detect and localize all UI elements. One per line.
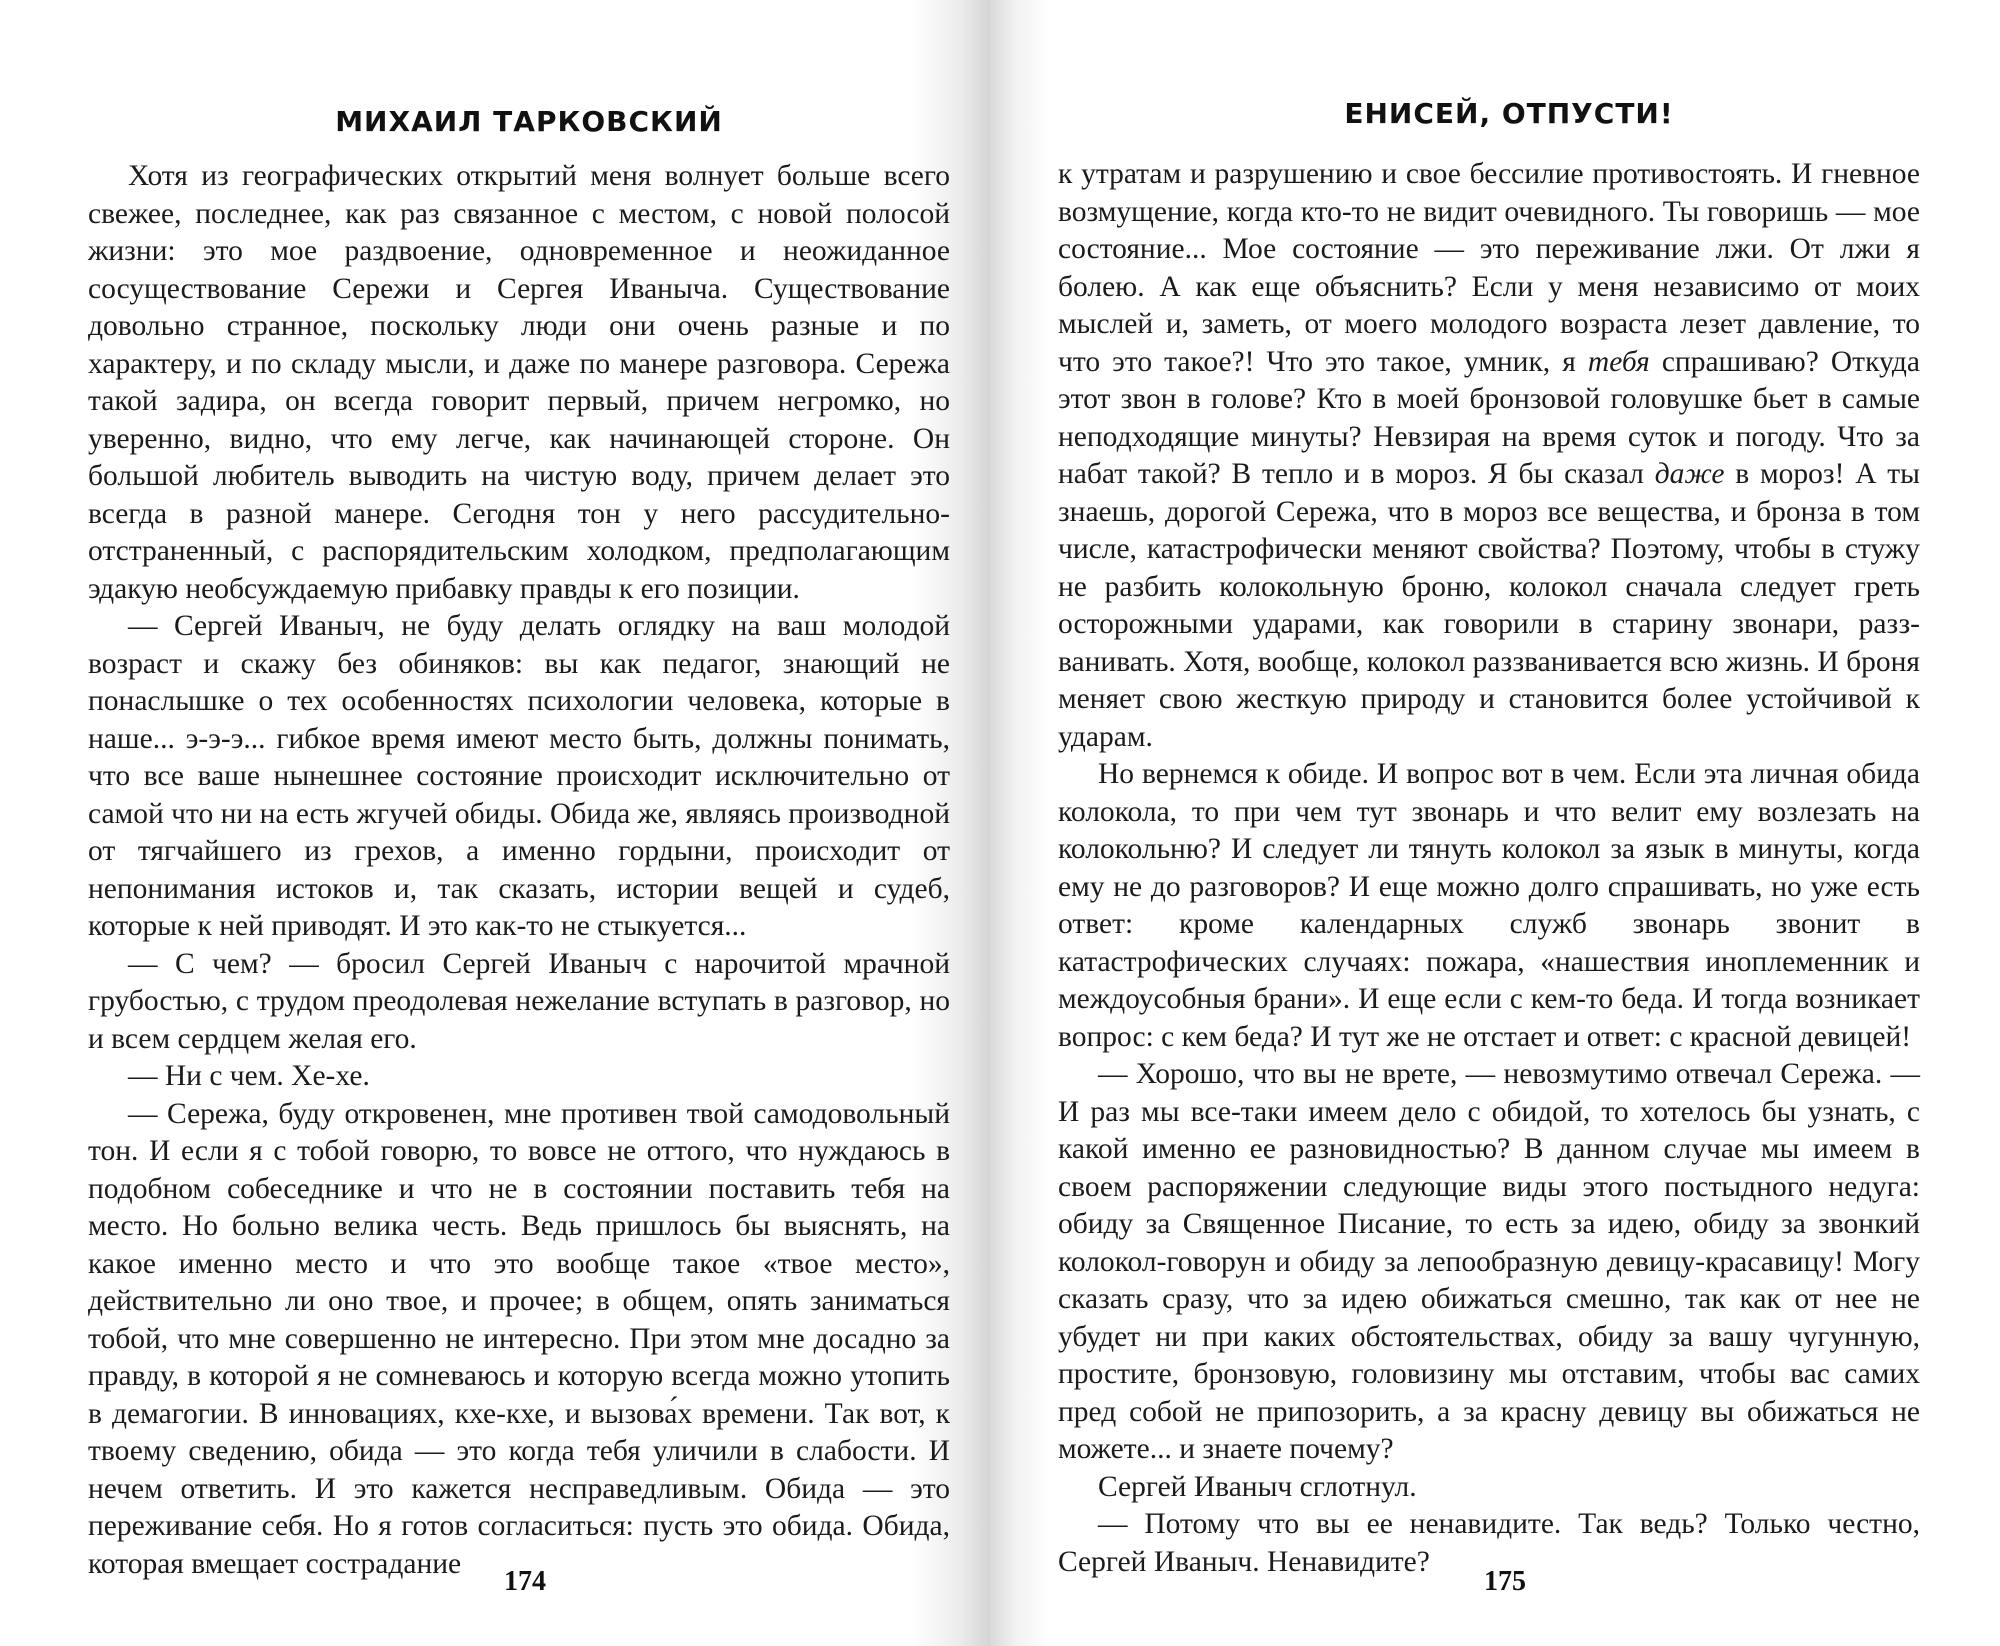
paragraph: — Сергей Иваныч, не буду делать оглядку на ваш молодой возраст и скажу без обиняков: вы как педагог, знающий не понаслышке о тех особенностях психологии человека, которые в наше... э-э-э... гибкое время имеют место быть, должны понимать, что все ваше нынешнее состояние происходит исключительно от самой что ни на есть жгучей обиды. Обида же, являясь производной от тягчайшего из грехов, а именно гордыни, происходит от непонимания истоков и, так сказать, истории вещей и судеб, которые к ней приводят. И это как-то не стыкуется... — [88, 610, 950, 942]
text-run: спрашиваю? Откуда этот звон в голове? Кто в моей бронзовой головушке бьет в самые неподходящие минуты? Невзирая на время суток и погоду. Что за набат такой? В тепло и в мороз. Я бы сказал — [1058, 345, 1920, 490]
paragraph: Но вернемся к обиде. И вопрос вот в чем. Если эта личная обида колокола, то при чем тут звонарь и что велит ему возлезать на колокольню? И следует ли тянуть колокол за язык в минуты, когда ему не до разговоров? И еще можно долго спрашивать, но уже есть ответ: кроме календарных служб звонарь звонит в катастрофических случаях: пожара, «нашествия иноплеменник и междоусобныя брани». И еще если с кем-то беда. И тогда возникает вопрос: с кем беда? И тут же не отстает и ответ: с красной девицей! — [1058, 758, 1920, 1053]
text-run: в мороз! А ты знаешь, дорогой Сережа, что в мороз все вещества, и бронза в том числе, катастрофически меняют свойства? Поэтому, чтобы в стужу не разбить колокольную броню, колокол сначала следует греть осторожными ударами, как говорили в старину звонари, раззванивать. Хотя, вообще, колокол раззванивается всю жизнь. И броня меняет свою жесткую природу и становится более устойчивой к ударам. — [1058, 458, 1921, 753]
running-head-author: МИХАИЛ ТАРКОВСКИЙ — [335, 105, 723, 138]
paragraph-continued — [1058, 156, 1920, 756]
right-page-text — [1058, 156, 1920, 1581]
text-run: к утратам и разрушению и свое бессилие противостоять. И гневное возмущение, когда кто-то не видит очевидного. Ты говоришь — мое состояние... Мое состояние — это переживание лжи. От лжи я болею. А как еще объяснить? Если у меня независимо от моих мыслей и, заметь, от моего молодого возраста лезет давление, то что это такое?! Что это такое, умник, я — [1058, 158, 1920, 378]
paragraph: Сергей Иваныч сглотнул. — [1098, 1470, 1417, 1503]
paragraph: — Ни с чем. Хе-хе. — [128, 1060, 370, 1092]
paragraph: Хотя из географических открытий меня волнует больше всего свежее, последнее, как раз связанное с местом, с новой полосой жизни: это мое раздвоение, одновременное и неожиданное сосуществование Сережи и Сергея Иваныча. Существование довольно странное, поскольку люди они очень разные и по характеру, и по складу мысли, и даже по манере разговора. Сережа такой задира, он всегда говорит первый, причем негромко, но уверенно, видно, что ему легче, как начинающей стороне. Он большой любитель выводить на чистую воду, причем делает это всегда в разной манере. Сегодня тон у него рассудительно-отстраненный, с распорядительским холодком, предполагающим эдакую необсуждаемую прибавку правды к его позиции. — [88, 160, 950, 605]
italic-text: тебя — [1587, 345, 1650, 378]
paragraph: — Сережа, буду откровенен, мне противен твой самодовольный тон. И если я с тобой говорю, то вовсе не оттого, что нуждаюсь в подобном собеседнике и что не в состоянии поставить тебя на место. Но больно велика честь. Ведь пришлось бы выяснять, на какое именно место и что это вообще такое «твое место», действительно ли оно твое, и прочее; в общем, опять заниматься тобой, что мне совершенно не интересно. При этом мне досадно за правду, в которой я не сомневаюсь и которую всегда можно утопить в демагогии. В инновациях, кхе-кхе, и вызова́х времени. Так вот, к твоему сведению, обида — это когда тебя уличили в слабости. И нечем ответить. И это кажется несправедливым. Обида — это переживание себя. Но я готов согласиться: пусть это обида. Обида, которая вмещает сострадание — [88, 1097, 950, 1580]
running-head-title: ЕНИСЕЙ, ОТПУСТИ! — [1344, 97, 1674, 130]
paragraph: — С чем? — бросил Сергей Иваныч с нарочитой мрачной грубостью, с трудом преодолевая нежелание вступать в разговор, но и всем сердцем желая его. — [88, 947, 950, 1055]
left-page-text — [88, 158, 950, 1583]
italic-text: даже — [1654, 458, 1725, 490]
paragraph: — Хорошо, что вы не врете, — невозмутимо отвечал Сережа. — И раз мы все-таки имеем дело с обидой, то хотелось бы узнать, с какой именно ее разновидностью? В данном случае мы имеем в своем распоряжении следующие виды этого постыдного недуга: обиду за Священное Писание, то есть за идею, обиду за звонкий колокол-говорун и обиду за лепообразную девицу-красавицу! Могу сказать сразу, что за идею обижаться смешно, так как от нее не убудет ни при каких обстоятельствах, обиду за вашу чугунную, простите, бронзовую, головизину мы отставим, чтобы вас самих пред собой не припозорить, а за красну девицу вы обижаться не можете... и знаете почему? — [1058, 1058, 1920, 1465]
paragraph: — Потому что вы ее ненавидите. Так ведь? Только честно, Сергей Иваныч. Ненавидите? — [1058, 1508, 1920, 1578]
page-number: 174 — [504, 1566, 546, 1597]
left-page — [0, 0, 990, 1646]
page-number: 175 — [1484, 1566, 1526, 1597]
right-page — [990, 0, 2000, 1646]
